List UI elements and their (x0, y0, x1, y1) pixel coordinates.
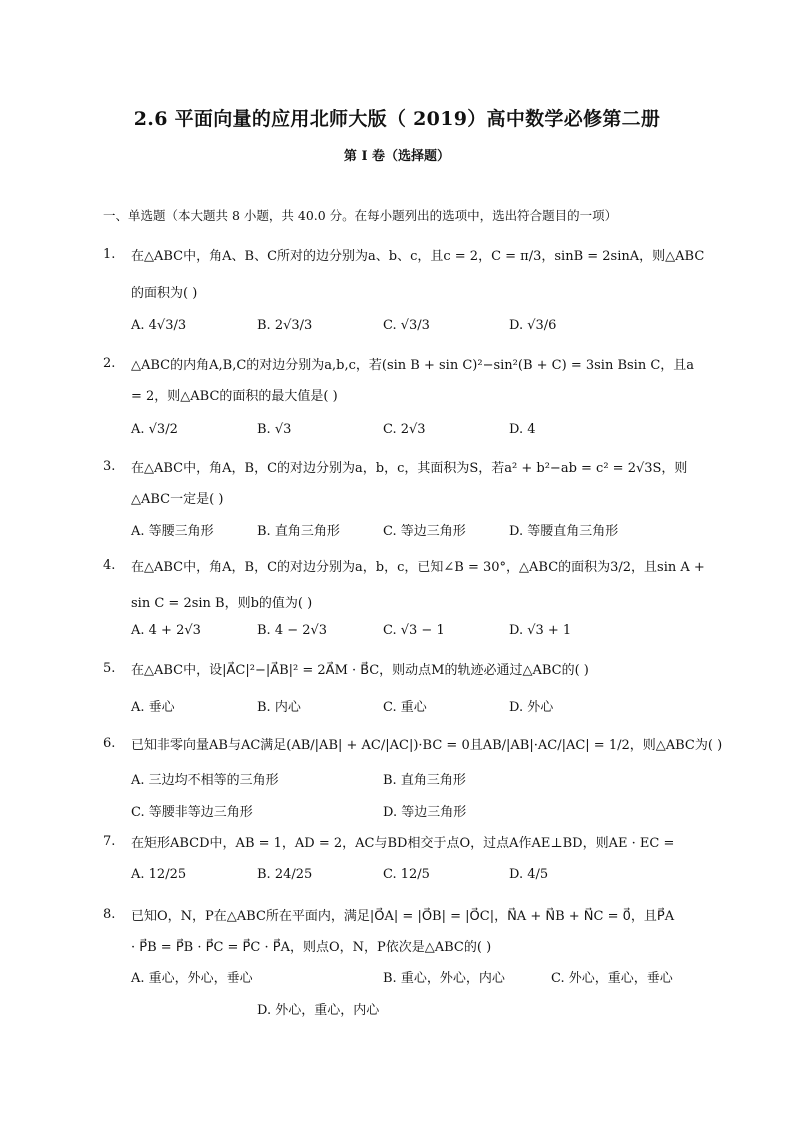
question-number: 5. (103, 661, 116, 676)
page-subtitle: 第 I 卷（选择题） (343, 149, 451, 164)
question-number: 1. (103, 247, 116, 262)
question-text: 在矩形ABCD中，AB = 1，AD = 2，AC与BD相交于点O，过点A作AE⊥BD，则AE · EC = (131, 836, 675, 851)
option-a: A. √3/2 (131, 422, 178, 437)
option-a: A. 4 + 2√3 (131, 623, 201, 638)
option-c: C. 12/5 (383, 867, 430, 882)
question-text-cont: · P⃗B = P⃗B · P⃗C = P⃗C · P⃗A，则点O，N，P依次是△ABC的( ) (131, 940, 492, 955)
option-a: A. 垂心 (131, 700, 175, 715)
option-a: A. 三边均不相等的三角形 (131, 773, 279, 788)
option-c: C. 外心，重心，垂心 (551, 971, 673, 986)
question-text: 在△ABC中，设|A⃗C|²−|A⃗B|² = 2A⃗M · B⃗C，则动点M的轨迹必通过△ABC的( ) (131, 663, 589, 678)
option-b: B. 2√3/3 (257, 318, 313, 333)
option-a: A. 4√3/3 (131, 318, 187, 333)
option-a: A. 重心，外心，垂心 (131, 971, 253, 986)
option-d: D. 4/5 (509, 867, 549, 882)
option-d: D. 4 (509, 422, 536, 437)
option-b: B. 重心，外心，内心 (383, 971, 505, 986)
option-d: D. 外心，重心，内心 (257, 1003, 380, 1018)
option-c: C. 2√3 (383, 422, 426, 437)
question-text: 已知非零向量AB与AC满足(AB/|AB| + AC/|AC|)·BC = 0且AB/|AB|·AC/|AC| = 1/2，则△ABC为( ) (131, 738, 723, 753)
option-b: B. √3 (257, 422, 292, 437)
option-b: B. 4 − 2√3 (257, 623, 328, 638)
option-c: C. √3/3 (383, 318, 430, 333)
option-d: D. √3 + 1 (509, 623, 572, 638)
option-c: C. 重心 (383, 700, 427, 715)
option-c: C. 等边三角形 (383, 524, 466, 539)
option-d: D. 外心 (509, 700, 554, 715)
option-d: D. 等边三角形 (383, 805, 467, 820)
option-a: A. 12/25 (131, 867, 187, 882)
option-a: A. 等腰三角形 (131, 524, 214, 539)
question-text: 在△ABC中，角A、B、C所对的边分别为a、b、c，且c = 2，C = π/3，sinB = 2sinA，则△ABC (131, 249, 705, 264)
question-text: 已知O，N，P在△ABC所在平面内，满足|O⃗A| = |O⃗B| = |O⃗C|，N⃗A + N⃗B + N⃗C = 0⃗，且P⃗A (131, 909, 675, 924)
question-text: 在△ABC中，角A，B，C的对边分别为a，b，c，其面积为S，若a² + b²−ab = c² = 2√3S，则 (131, 461, 688, 476)
option-d: D. √3/6 (509, 318, 557, 333)
question-text-cont: sin C = 2sin B，则b的值为( ) (131, 596, 313, 611)
question-number: 2. (103, 356, 116, 371)
question-text: △ABC的内角A,B,C的对边分别为a,b,c，若(sin B + sin C)²−sin²(B + C) = 3sin Bsin C，且a (131, 358, 695, 373)
question-number: 8. (103, 907, 116, 922)
option-b: B. 直角三角形 (257, 524, 340, 539)
section-header: 一、单选题（本大题共 8 小题，共 40.0 分。在每小题列出的选项中，选出符合题目的一项） (103, 208, 618, 223)
question-number: 6. (103, 736, 116, 751)
option-b: B. 内心 (257, 700, 301, 715)
question-text-cont: 的面积为( ) (131, 286, 198, 301)
question-number: 4. (103, 558, 116, 573)
option-d: D. 等腰直角三角形 (509, 524, 619, 539)
question-number: 3. (103, 459, 116, 474)
option-c: C. √3 − 1 (383, 623, 445, 638)
page-title: 2.6 平面向量的应用北师大版（ 2019）高中数学必修第二册 (133, 108, 661, 130)
question-text: 在△ABC中，角A，B，C的对边分别为a，b，c，已知∠B = 30°，△ABC的面积为3/2，且sin A + (131, 560, 705, 575)
option-b: B. 直角三角形 (383, 773, 466, 788)
question-text-cont: △ABC一定是( ) (131, 492, 224, 507)
question-text-cont: = 2，则△ABC的面积的最大值是( ) (131, 389, 338, 404)
option-b: B. 24/25 (257, 867, 313, 882)
question-number: 7. (103, 834, 116, 849)
option-c: C. 等腰非等边三角形 (131, 805, 253, 820)
